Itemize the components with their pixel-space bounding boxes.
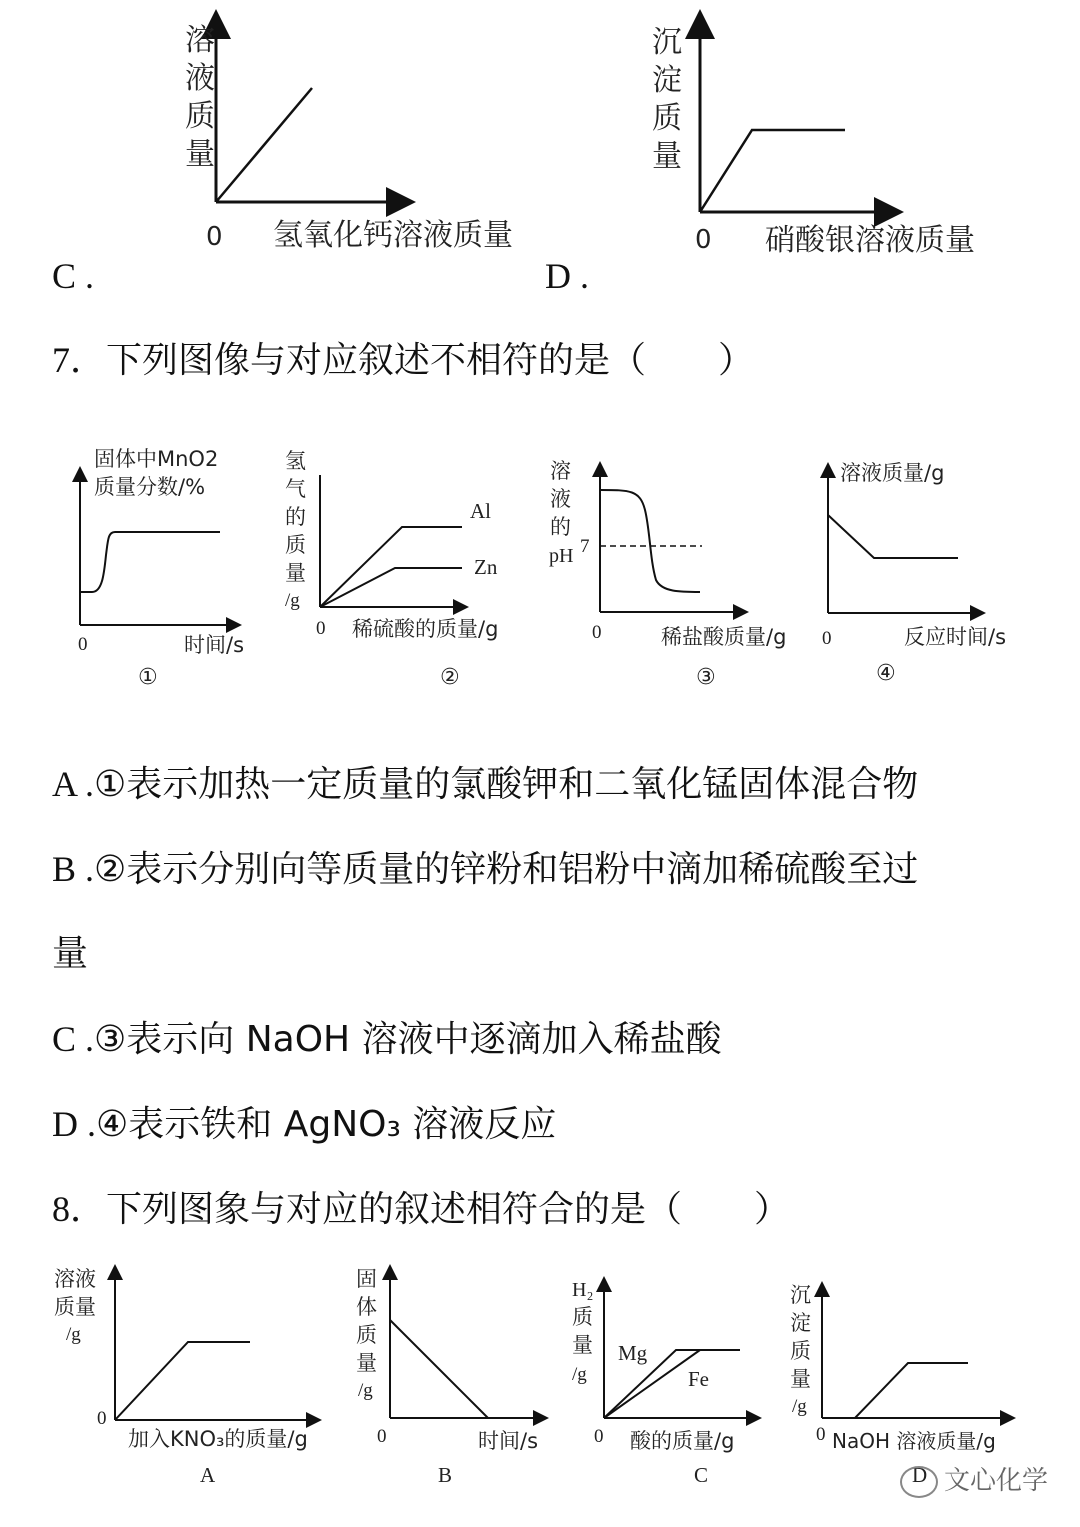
y-label-char: 质 bbox=[285, 533, 306, 557]
q8-graph-c bbox=[572, 1279, 758, 1487]
origin-label: 0 bbox=[78, 634, 88, 655]
q8-graph-a bbox=[54, 1267, 318, 1487]
origin-label: 0 bbox=[377, 1426, 387, 1447]
x-axis-label: 稀硫酸的质量/g bbox=[352, 617, 499, 641]
q8-graph-d bbox=[790, 1283, 1012, 1487]
y-axis-label: /g bbox=[66, 1324, 81, 1345]
y-label-char: 固 bbox=[356, 1267, 377, 1291]
curve bbox=[115, 1342, 250, 1420]
series-label-mg: Mg bbox=[618, 1341, 648, 1365]
x-axis-label: 时间/s bbox=[478, 1429, 539, 1453]
origin-label: 0 bbox=[206, 222, 223, 252]
q7-option-b: B .②表示分别向等质量的锌粉和铝粉中滴加稀硫酸至过 bbox=[52, 849, 919, 890]
curve bbox=[390, 1320, 488, 1418]
y-axis-label: 溶液 bbox=[54, 1267, 96, 1291]
x-axis-label: 加入KNO₃的质量/g bbox=[128, 1427, 308, 1451]
graph-id: A bbox=[200, 1463, 216, 1487]
graph-id: ③ bbox=[696, 665, 716, 690]
q7-graph-1 bbox=[78, 447, 244, 690]
y-axis-label: 固体中MnO2 bbox=[94, 447, 219, 471]
watermark-text: 文心化学 bbox=[944, 1466, 1049, 1496]
y-label-char: 的 bbox=[550, 515, 571, 539]
y-label-char: /g bbox=[572, 1364, 587, 1385]
x-axis-label: 酸的质量/g bbox=[630, 1429, 735, 1453]
q7-option-c: C .③表示向 NaOH 溶液中逐滴加入稀盐酸 bbox=[52, 1019, 722, 1060]
x-axis-label: 反应时间/s bbox=[904, 625, 1007, 649]
y-label-char: 质 bbox=[652, 101, 682, 136]
graph-id: C bbox=[694, 1463, 709, 1487]
y-label-char: 液 bbox=[550, 487, 571, 511]
graph-id: ① bbox=[138, 665, 158, 690]
origin-label: 0 bbox=[97, 1408, 107, 1429]
curve bbox=[822, 1363, 968, 1418]
graph-id: B bbox=[438, 1463, 453, 1487]
option-d-label: D . bbox=[545, 256, 589, 296]
q7-option-a: A .①表示加热一定质量的氯酸钾和二氧化锰固体混合物 bbox=[52, 764, 919, 805]
series-label-al: Al bbox=[470, 499, 491, 523]
x-axis-label: 硝酸银溶液质量 bbox=[765, 223, 975, 258]
curve bbox=[216, 88, 312, 202]
y-label-char: 氢 bbox=[285, 449, 306, 473]
y-label-char: 液 bbox=[185, 61, 215, 96]
y-label-char: /g bbox=[285, 590, 300, 611]
option-c-label: C . bbox=[52, 256, 95, 296]
y-label-char: 沉 bbox=[652, 25, 682, 60]
question-number: 7． bbox=[52, 340, 107, 380]
origin-label: 0 bbox=[594, 1426, 604, 1447]
y-label-char: 量 bbox=[185, 137, 215, 172]
graph-id: ② bbox=[440, 665, 460, 690]
curve bbox=[700, 130, 845, 212]
y-label-char: 质 bbox=[790, 1339, 811, 1363]
watermark bbox=[900, 1460, 1048, 1498]
q7-option-b-continued: 量 bbox=[52, 933, 89, 974]
y-label-char: /g bbox=[792, 1396, 807, 1417]
y-label-char: 沉 bbox=[790, 1283, 811, 1307]
graph-top-c bbox=[185, 15, 513, 253]
y-label-char: 量 bbox=[652, 139, 682, 174]
y-label-char: 淀 bbox=[790, 1311, 811, 1335]
y-axis-label: 溶液质量/g bbox=[840, 461, 945, 485]
origin-label: 0 bbox=[592, 622, 602, 643]
y-label-char: 气 bbox=[285, 477, 306, 501]
q7-graph-2 bbox=[285, 449, 498, 690]
origin-label: 0 bbox=[816, 1424, 826, 1445]
y-label-char: 的 bbox=[285, 505, 306, 529]
ph7-label: 7 bbox=[580, 536, 590, 557]
y-axis-label: 质量 bbox=[54, 1295, 96, 1319]
y-label-char: 质 bbox=[572, 1305, 593, 1329]
question-number: 8． bbox=[52, 1189, 107, 1229]
y-label-char: 体 bbox=[356, 1295, 377, 1319]
x-axis-label: 稀盐酸质量/g bbox=[661, 625, 787, 649]
x-axis-label: 氢氧化钙溶液质量 bbox=[273, 218, 513, 253]
graph-id: ④ bbox=[876, 661, 896, 686]
y-label-char: 溶 bbox=[185, 23, 215, 58]
y-label-char: 质 bbox=[356, 1323, 377, 1347]
series-label-zn: Zn bbox=[474, 555, 498, 579]
y-label-char: 量 bbox=[790, 1367, 811, 1391]
y-label-char: H₂ bbox=[572, 1279, 594, 1301]
curve bbox=[828, 515, 958, 558]
y-label-char: 质 bbox=[185, 99, 215, 134]
q7-option-d: D .④表示铁和 AgNO₃ 溶液反应 bbox=[52, 1104, 557, 1145]
y-label-char: 量 bbox=[356, 1351, 377, 1375]
ph-curve bbox=[600, 490, 700, 592]
curve bbox=[80, 532, 220, 592]
series-label-fe: Fe bbox=[688, 1367, 709, 1391]
question-text: 下列图像与对应叙述不相符的是（ ） bbox=[106, 340, 755, 381]
y-label-char: /g bbox=[358, 1380, 373, 1401]
y-label-char: 淀 bbox=[652, 63, 682, 98]
y-label-char: 量 bbox=[285, 561, 306, 585]
graph-top-d bbox=[652, 15, 975, 258]
x-axis-label: NaOH 溶液质量/g bbox=[832, 1429, 996, 1453]
x-axis-label: 时间/s bbox=[184, 633, 245, 657]
graph-id: D bbox=[912, 1463, 928, 1487]
origin-label: 0 bbox=[316, 618, 326, 639]
question-7-stem bbox=[52, 338, 754, 383]
y-axis-label: 质量分数/% bbox=[94, 475, 206, 499]
y-label-char: pH bbox=[549, 545, 574, 567]
question-text: 下列图象与对应的叙述相符合的是（ ） bbox=[106, 1189, 791, 1230]
origin-label: 0 bbox=[822, 628, 832, 649]
q8-graph-b bbox=[356, 1267, 545, 1487]
q7-graph-4 bbox=[822, 461, 1006, 686]
origin-label: 0 bbox=[695, 225, 712, 255]
y-label-char: 溶 bbox=[550, 459, 571, 483]
wechat-icon bbox=[900, 1466, 938, 1498]
q7-graph-3 bbox=[549, 459, 786, 690]
question-8-stem bbox=[52, 1187, 790, 1232]
y-label-char: 量 bbox=[572, 1333, 593, 1357]
